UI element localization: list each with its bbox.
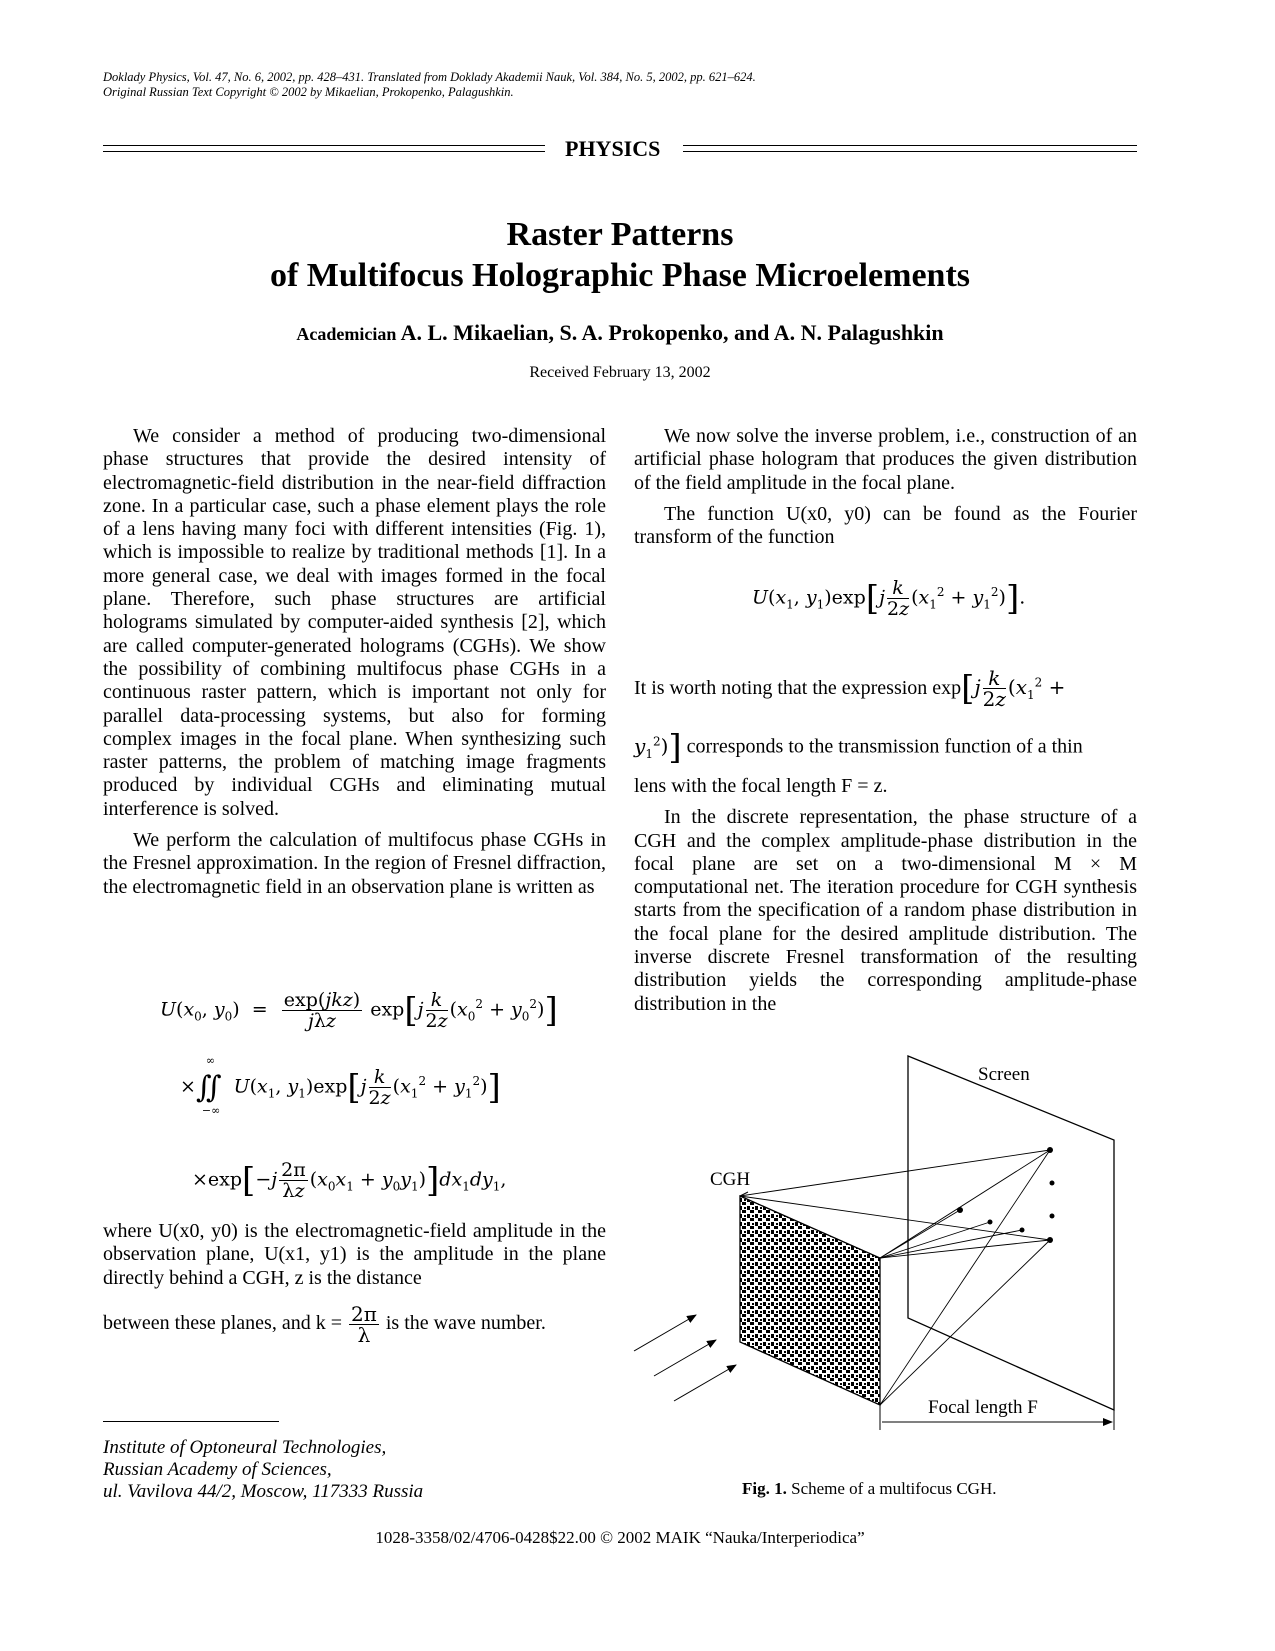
screen-label: Screen xyxy=(978,1064,1030,1085)
right-paragraph-3-end: lens with the focal length F = z. xyxy=(634,775,888,797)
received-date: Received February 13, 2002 xyxy=(529,364,711,381)
section-rule-left xyxy=(103,145,545,152)
equation-fresnel-line-1: $U(x_0$, $y_0$) = $\frac{\text{exp(jkz)}}{\text{jλz}}$ exp[j $\frac{k}{2z}$ $(x_0^2 + y_0^2)$] xyxy=(160,989,558,1032)
left-paragraph-3-end xyxy=(103,1301,606,1347)
expression-intro: It is worth noting that the expression exp xyxy=(634,677,962,699)
left-paragraph-3: where U(x0, y0) is the electromagnetic-field amplitude in the observation plane, U(x1, y1) is the amplitude in the plane directly behind a CGH, z is the distance xyxy=(103,1220,606,1289)
right-inline-expression xyxy=(634,668,1137,709)
right-column-continued xyxy=(634,775,1137,1016)
focal-length-label: Focal length F xyxy=(928,1397,1038,1418)
left-paragraph-2: We perform the calculation of multifocus phase CGHs in the Fresnel approximation. In the region of Fresnel diffraction, the electromagnetic field in an observation plane is written as xyxy=(103,829,606,898)
journal-header xyxy=(103,70,756,100)
right-column xyxy=(634,425,1137,549)
footnote-rule xyxy=(103,1421,279,1422)
wave-number-fraction: $\frac{2\pi}{\lambda}$ xyxy=(350,1301,377,1347)
right-paragraph-4: In the discrete representation, the phase structure of a CGH and the complex amplitude-phase distribution in the focal plane are set on a two-dimensional M × M computational net. The iteration procedure for CGH synthesis starts from the specification of a random phase distribution in the focal plane for the desired amplitude distribution. The inverse discrete Fresnel transformation of the resulting distribution yields the corresponding amplitude-phase distribution in the xyxy=(634,806,1137,1015)
left-paragraph-1: We consider a method of producing two-dimensional phase structures that provide the desired intensity of electromagnetic-field distribution in the near-field diffraction zone. In a particular case, such a phase element plays the role of a lens having many foci with different intensities (Fig. 1), which is impossible to realize by traditional methods [1]. In a more general case, we deal with images formed in the focal plane. Therefore, such phase structures are artificial holograms simulated by computer-aided synthesis [2], which are called computer-generated holograms (CGHs). We show the possibility of combining multifocus phase CGHs in a continuous raster pattern, which is important not only for parallel data-processing systems, but also for forming complex images in the focal plane. When synthesizing such raster patterns, the problem of matching image fragments produced by individual CGHs and eliminating mutual interference is solved. xyxy=(103,425,606,820)
affiliation-line-2: Russian Academy of Sciences, xyxy=(103,1459,332,1480)
right-paragraph-1: We now solve the inverse problem, i.e., construction of an artificial phase hologram that produces the given distribution of the field amplitude in the focal plane. xyxy=(634,425,1137,494)
author-list xyxy=(0,320,1240,346)
incident-arrows xyxy=(634,1315,736,1401)
section-rule-right xyxy=(683,145,1137,152)
screen-plane xyxy=(908,1056,1114,1410)
transmission-text: corresponds to the transmission function of a thin xyxy=(686,735,1083,758)
author-rank: Academician xyxy=(296,324,397,344)
equation-fresnel-line-3: ×exp[−j $\frac{2\pi}{\lambda z}$ $(x_0x_1 + y_0y_1)]dx_1dy_1$, xyxy=(192,1159,507,1202)
multifocus-cgh-figure xyxy=(630,1050,1150,1460)
right-inline-expression-2 xyxy=(634,727,1137,768)
section-label: PHYSICS xyxy=(565,136,661,161)
right-paragraph-2: The function U(x0, y0) can be found as the Fourier transform of the function xyxy=(634,502,1137,549)
author-names: A. L. Mikaelian, S. A. Prokopenko, and A. N. Palagushkin xyxy=(400,320,944,345)
left-column-continued xyxy=(103,1220,606,1345)
journal-citation: Doklady Physics, Vol. 47, No. 6, 2002, pp. 428–431. Translated from Doklady Akademii Nauk, Vol. 384, No. 5, 2002, pp. 621–624. xyxy=(103,70,756,84)
title-line-2: of Multifocus Holographic Phase Microelements xyxy=(269,257,971,294)
wave-number-text: between these planes, and k = xyxy=(103,1311,342,1334)
affiliation-line-3: ul. Vavilova 44/2, Moscow, 117333 Russia xyxy=(103,1481,424,1502)
figure-caption-label: Fig. 1. xyxy=(742,1479,787,1498)
title-line-1: Raster Patterns xyxy=(506,216,734,253)
wave-number-tail: is the wave number. xyxy=(385,1311,546,1334)
affiliation-line-1: Institute of Optoneural Technologies, xyxy=(103,1437,387,1458)
copyright-line: 1028-3358/02/4706-0428$22.00 © 2002 MAIK “Nauka/Interperiodica” xyxy=(375,1528,865,1547)
equation-fresnel-line-2: × ∞ ∬ −∞ $U(x_1$, $y_1)\exp[j$ $\frac{k}{2z}$ $(x_1^2 + y_1^2)$] xyxy=(180,1054,501,1117)
figure-caption-text: Scheme of a multifocus CGH. xyxy=(791,1479,997,1498)
cgh-label: CGH xyxy=(710,1169,751,1190)
copyright-original: Original Russian Text Copyright © 2002 by Mikaelian, Prokopenko, Palagushkin. xyxy=(103,85,514,99)
figure-caption xyxy=(742,1479,997,1499)
equation-fourier: $U(x_1$, $y_1)\exp[j$ $\frac{k}{2z}$ $(x_1^2 + y_1^2)$]. xyxy=(752,577,1026,620)
left-column xyxy=(103,425,606,899)
affiliation-footnote xyxy=(103,1437,423,1503)
right-paragraph-3-middle: $y_1^2$)] corresponds to the transmission function of a thin xyxy=(634,727,1083,768)
right-paragraph-3-start: It is worth noting that the expression exp[j $\frac{k}{2z}$ ($x_1^2$ + xyxy=(634,666,1066,711)
paper-title xyxy=(0,214,1240,296)
